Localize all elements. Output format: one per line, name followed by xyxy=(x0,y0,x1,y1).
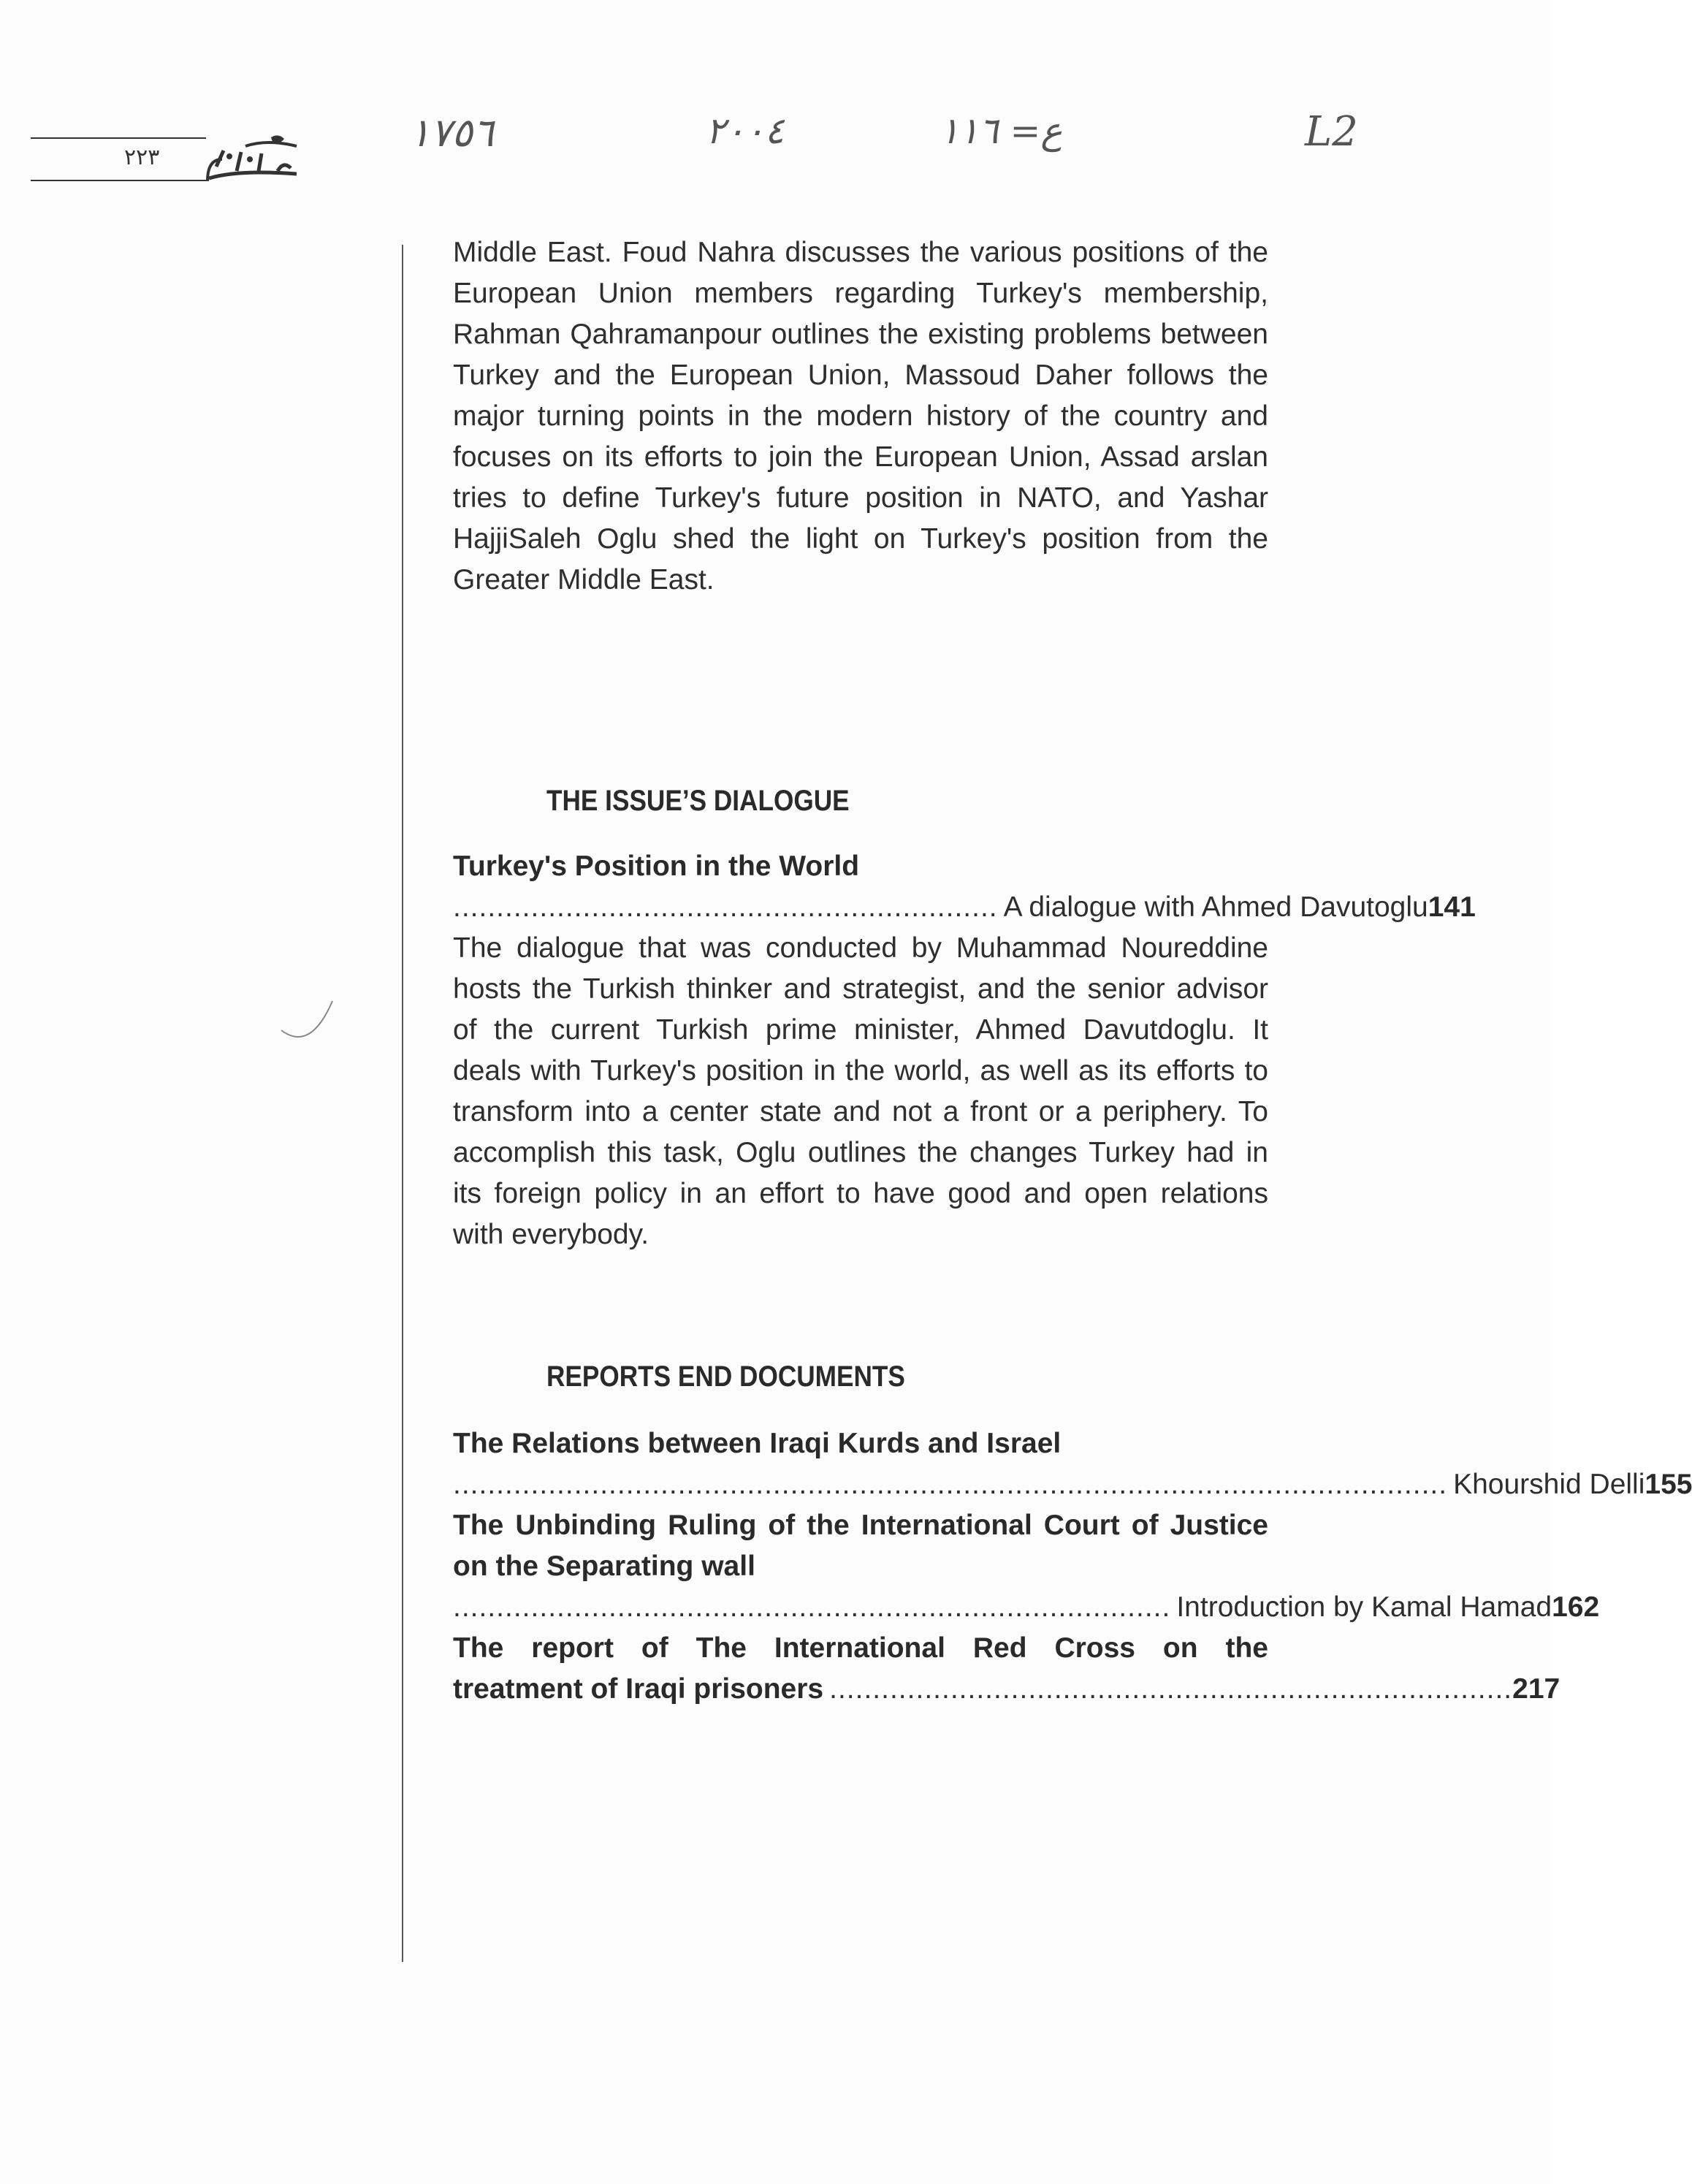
leader-dots: ............................................................................... xyxy=(829,1673,1513,1705)
dialogue-section-title: THE ISSUE’S DIALOGUE xyxy=(546,785,850,817)
intro-paragraph: Middle East. Foud Nahra discusses the various positions of the European Union members regarding Turkey's membership, Rahman Qahramanpour outlines the existing problems between Turkey and the European Union, Massoud Daher follows the major turning points in the modern history of the country and focuses on its efforts to join the European Union, Assad arslan tries to define Turkey's future position in NATO, and Yashar HajjiSaleh Oglu shed the light on Turkey's position from the Greater Middle East. xyxy=(453,237,1268,596)
leader-dots: ................................................................................... xyxy=(453,1591,1171,1623)
handwritten-issue: ع= ١١٦ xyxy=(940,110,1063,152)
margin-rule xyxy=(402,245,403,1962)
report-author-1: Khourshid Delli xyxy=(1453,1469,1645,1500)
report-title-3-line1: The report of The International Red Cross on the xyxy=(453,1632,1268,1664)
report-author-2: Introduction by Kamal Hamad xyxy=(1176,1591,1552,1623)
reports-block xyxy=(453,1423,1692,1710)
dialogue-block xyxy=(453,846,1476,1255)
dialogue-entry-page: 141 xyxy=(1428,891,1476,923)
report-title-3-line2: treatment of Iraqi prisoners xyxy=(453,1673,824,1705)
leader-dots: ................................................................................................................... xyxy=(453,1469,1448,1500)
report-page-2: 162 xyxy=(1552,1591,1600,1623)
report-entry-line-3 xyxy=(453,1669,1560,1710)
page-number: ٢٢٣ xyxy=(124,145,160,170)
dialogue-entry-line xyxy=(453,887,1476,928)
report-title-2: The Unbinding Ruling of the International Court of Justice on the Separating wall xyxy=(453,1510,1268,1582)
report-page-3: 217 xyxy=(1512,1673,1560,1705)
dialogue-description: The dialogue that was conducted by Muhammad Noureddine hosts the Turkish thinker and strategist, and the senior advisor of the current Turkish prime minister, Ahmed Davutdoglu. It deals with Turkey's position in the world, as well as its efforts to transform into a center state and not a front or a periphery. To accomplish this task, Oglu outlines the changes Turkey had in its foreign policy in an effort to have good and open relations with everybody. xyxy=(453,932,1268,1250)
dialogue-entry-title: Turkey's Position in the World xyxy=(453,851,860,882)
intro-block xyxy=(453,232,1268,601)
dialogue-entry-author: A dialogue with Ahmed Davutoglu xyxy=(1003,891,1428,923)
report-entry-line-2 xyxy=(453,1587,1600,1628)
report-page-1: 155 xyxy=(1645,1469,1692,1500)
handwritten-number-1: ١٧٥٦ xyxy=(409,110,495,156)
handwritten-code: L2 xyxy=(1305,108,1358,156)
journal-logo xyxy=(202,130,304,190)
header-rule-top xyxy=(31,137,206,139)
header-rule-bottom xyxy=(31,180,206,181)
reports-section-title: REPORTS END DOCUMENTS xyxy=(546,1361,905,1393)
report-title-1: The Relations between Iraqi Kurds and Israel xyxy=(453,1428,1062,1459)
leader-dots: ............................................................... xyxy=(453,891,998,923)
handwritten-year: ٢٠٠٤ xyxy=(706,110,785,152)
pencil-mark xyxy=(278,986,343,1052)
report-entry-line-1 xyxy=(453,1464,1692,1505)
